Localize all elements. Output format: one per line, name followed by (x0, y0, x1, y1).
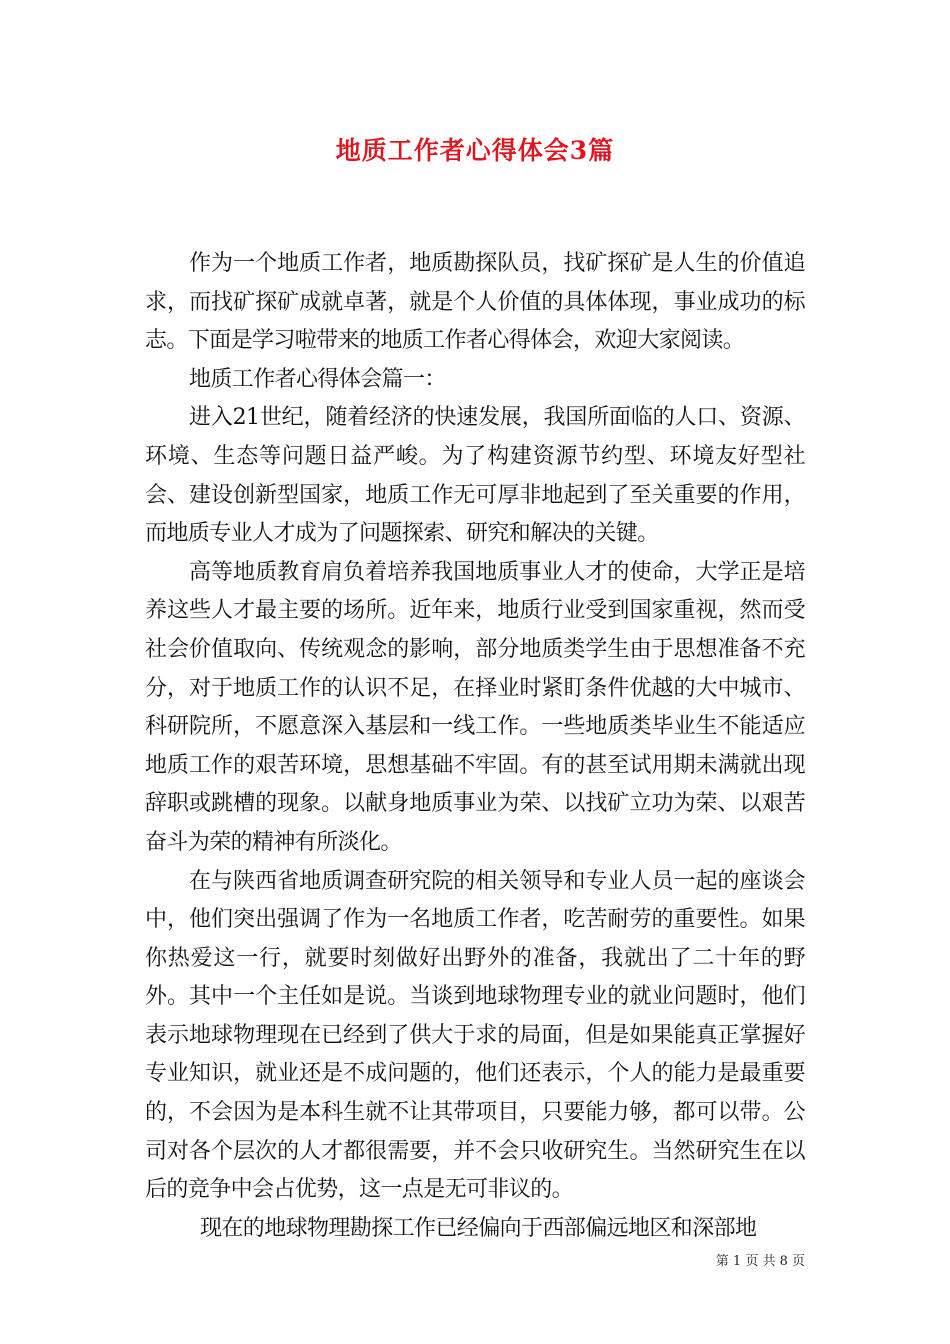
body-paragraph: 进入21世纪，随着经济的快速发展，我国所面临的人口、资源、环境、生态等问题日益严峻。为了构建资源节约型、环境友好型社会、建设创新型国家，地质工作无可厚非地起到了至关重要的作用，而地质专业人才成为了问题探索、研究和解决的关键。 (145, 405, 805, 547)
body-paragraph: 在与陕西省地质调查研究院的相关领导和专业人员一起的座谈会中，他们突出强调了作为一名地质工作者，吃苦耐劳的重要性。如果你热爱这一行，就要时刻做好出野外的准备，我就出了二十年的野外。其中一个主任如是说。当谈到地球物理专业的就业问题时，他们表示地球物理现在已经到了供大于求的局面，但是如果能真正掌握好专业知识，就业还是不成问题的，他们还表示，个人的能力是最重要的，不会因为是本科生就不让其带项目，只要能力够，都可以带。公司对各个层次的人才都很需要，并不会只收研究生。当然研究生在以后的竞争中会占优势，这一点是无可非议的。 (145, 868, 805, 1203)
intro-paragraph: 作为一个地质工作者，地质勘探队员，找矿探矿是人生的价值追求，而找矿探矿成就卓著，就是个人价值的具体体现，事业成功的标志。下面是学习啦带来的地质工作者心得体会，欢迎大家阅读。 (145, 251, 805, 354)
body-paragraph: 现在的地球物理勘探工作已经偏向于西部偏远地区和深部地 (200, 1215, 757, 1241)
document-body (145, 245, 805, 1248)
document-title: 地质工作者心得体会3篇 (335, 136, 615, 165)
section-heading: 地质工作者心得体会篇一： (189, 366, 446, 392)
body-paragraph: 高等地质教育肩负着培养我国地质事业人才的使命，大学正是培养这些人才最主要的场所。近年来，地质行业受到国家重视，然而受社会价值取向、传统观念的影响，部分地质类学生由于思想准备不充分，对于地质工作的认识不足，在择业时紧盯条件优越的大中城市、科研院所，不愿意深入基层和一线工作。一些地质类毕业生不能适应地质工作的艰苦环境，思想基础不牢固。有的甚至试用期未满就出现辞职或跳槽的现象。以献身地质事业为荣、以找矿立功为荣、以艰苦奋斗为荣的精神有所淡化。 (145, 559, 805, 855)
page-number-footer: 第 1 页 共 8 页 (715, 1254, 805, 1269)
